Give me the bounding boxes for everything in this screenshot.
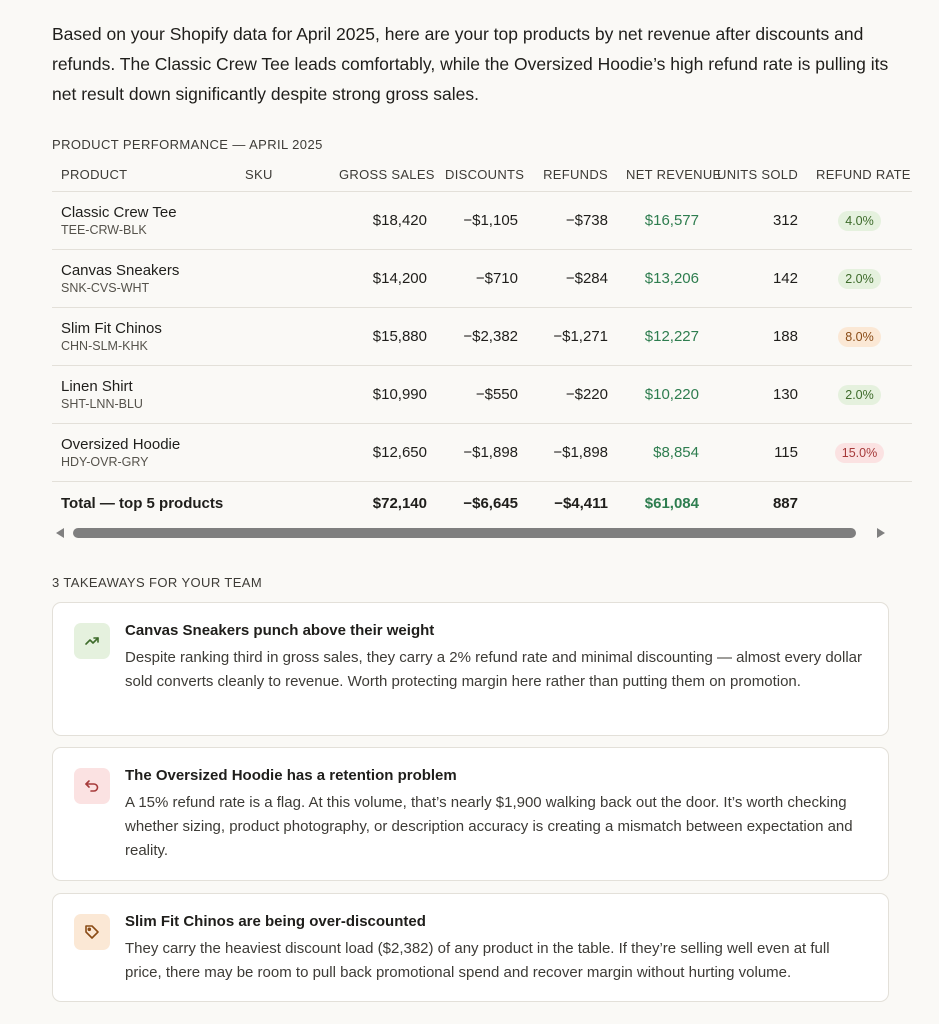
table-section-label: PRODUCT PERFORMANCE — APRIL 2025 [52, 137, 323, 152]
sku-cell [236, 192, 330, 250]
total-rate-cell [807, 482, 912, 525]
gross-cell: $10,990 [330, 366, 436, 424]
net-revenue-cell: $13,206 [617, 250, 708, 308]
trending-up-icon [74, 623, 110, 659]
takeaway-title: Slim Fit Chinos are being over-discounted [125, 913, 426, 930]
product-name: Linen Shirt [61, 378, 133, 395]
total-net-revenue: $61,084 [617, 482, 708, 525]
header-net-revenue: NET REVENUE [617, 158, 708, 192]
total-refunds: −$4,411 [527, 482, 617, 525]
product-name: Canvas Sneakers [61, 262, 180, 279]
product-sku: HDY-OVR-GRY [61, 455, 149, 469]
refund-rate-badge: 4.0% [838, 211, 881, 231]
net-revenue-cell: $8,854 [617, 424, 708, 482]
discounts-cell: −$550 [436, 366, 527, 424]
net-revenue-cell: $16,577 [617, 192, 708, 250]
header-units-sold: UNITS SOLD [708, 158, 807, 192]
takeaways-section-label: 3 TAKEAWAYS FOR YOUR TEAM [52, 575, 263, 590]
table-row [52, 366, 912, 424]
table-header-row [52, 158, 912, 192]
product-name: Slim Fit Chinos [61, 320, 162, 337]
discounts-cell: −$2,382 [436, 308, 527, 366]
units-cell: 312 [708, 192, 807, 250]
return-arrow-icon [74, 768, 110, 804]
product-sku: SNK-CVS-WHT [61, 281, 150, 295]
units-cell: 130 [708, 366, 807, 424]
header-product: PRODUCT [52, 158, 236, 192]
product-name: Oversized Hoodie [61, 436, 181, 453]
header-discounts: DISCOUNTS [436, 158, 527, 192]
units-cell: 188 [708, 308, 807, 366]
product-sku: CHN-SLM-KHK [61, 339, 148, 353]
gross-cell: $15,880 [330, 308, 436, 366]
takeaway-body: They carry the heaviest discount load ($2,382) of any product in the table. If they’re selling well even at full price, there may be room to pull back promotional spend and recover margin without hurting volume. [125, 940, 830, 981]
header-sku: SKU [236, 158, 330, 192]
units-cell: 142 [708, 250, 807, 308]
takeaway-card [52, 893, 889, 1002]
refund-rate-badge: 2.0% [838, 269, 881, 289]
product-sku: TEE-CRW-BLK [61, 223, 147, 237]
takeaway-body: Despite ranking third in gross sales, they carry a 2% refund rate and minimal discounting — almost every dollar sold converts cleanly to revenue. Worth protecting margin here rather than putting them on promotion. [125, 649, 863, 690]
takeaway-title: The Oversized Hoodie has a retention problem [125, 767, 457, 784]
tag-icon [74, 914, 110, 950]
net-revenue-cell: $12,227 [617, 308, 708, 366]
refunds-cell: −$1,271 [527, 308, 617, 366]
gross-cell: $14,200 [330, 250, 436, 308]
units-cell: 115 [708, 424, 807, 482]
table-total-row [52, 482, 912, 525]
takeaway-title: Canvas Sneakers punch above their weight [125, 622, 435, 639]
discounts-cell: −$1,105 [436, 192, 527, 250]
discounts-cell: −$710 [436, 250, 527, 308]
table-row [52, 424, 912, 482]
refund-rate-badge: 15.0% [835, 443, 884, 463]
total-discounts: −$6,645 [436, 482, 527, 525]
total-gross: $72,140 [330, 482, 436, 525]
takeaway-card [52, 602, 889, 736]
scrollbar-thumb[interactable] [73, 528, 856, 538]
net-revenue-cell: $10,220 [617, 366, 708, 424]
intro-paragraph: Based on your Shopify data for April 2025, here are your top products by net revenue after discounts and refunds. The Classic Crew Tee leads comfortably, while the Oversized Hoodie’s high refund rate is pulling its net result down significantly despite strong gross sales. [52, 24, 889, 104]
gross-cell: $18,420 [330, 192, 436, 250]
sku-cell [236, 424, 330, 482]
scroll-left-arrow-icon[interactable] [56, 528, 64, 538]
sku-cell [236, 250, 330, 308]
total-label: Total — top 5 products [52, 482, 330, 525]
gross-cell: $12,650 [330, 424, 436, 482]
table-row [52, 250, 912, 308]
takeaway-body: A 15% refund rate is a flag. At this volume, that’s nearly $1,900 walking back out the door. It’s worth checking whether sizing, product photography, or description accuracy is creating a mismatch between expectation and reality. [125, 794, 853, 859]
horizontal-scrollbar[interactable] [52, 524, 889, 542]
header-gross-sales: GROSS SALES [330, 158, 436, 192]
table-row [52, 308, 912, 366]
product-sku: SHT-LNN-BLU [61, 397, 143, 411]
table-scroll-area[interactable] [52, 158, 911, 524]
refunds-cell: −$220 [527, 366, 617, 424]
refund-rate-badge: 8.0% [838, 327, 881, 347]
header-refunds: REFUNDS [527, 158, 617, 192]
scroll-right-arrow-icon[interactable] [877, 528, 885, 538]
refund-rate-badge: 2.0% [838, 385, 881, 405]
sku-cell [236, 308, 330, 366]
refunds-cell: −$1,898 [527, 424, 617, 482]
table-row [52, 192, 912, 250]
refunds-cell: −$738 [527, 192, 617, 250]
product-name: Classic Crew Tee [61, 204, 177, 221]
header-refund-rate: REFUND RATE [807, 158, 912, 192]
sku-cell [236, 366, 330, 424]
total-units: 887 [708, 482, 807, 525]
discounts-cell: −$1,898 [436, 424, 527, 482]
product-performance-table [52, 158, 912, 524]
refunds-cell: −$284 [527, 250, 617, 308]
takeaway-card [52, 747, 889, 881]
